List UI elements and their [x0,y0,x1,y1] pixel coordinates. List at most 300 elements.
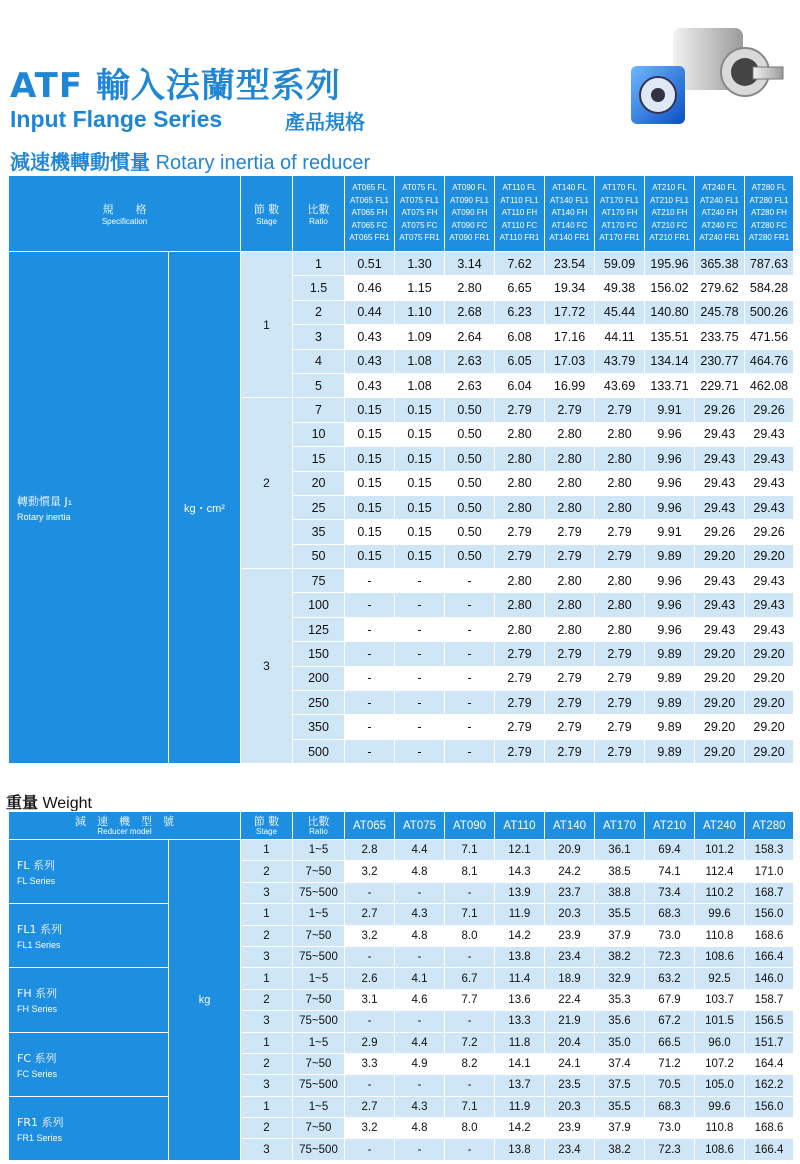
stage-cell: 1 [241,1096,293,1117]
model-name: AT090 FL [452,183,487,193]
series-label-en: FH Series [17,1004,58,1015]
value-cell: 29.20 [745,739,794,763]
value-cell: 19.34 [545,276,595,300]
series-label [9,904,169,968]
value-cell: 110.8 [695,1118,745,1139]
value-cell: 9.91 [645,398,695,422]
value-cell: 29.20 [745,666,794,690]
value-cell: 59.09 [595,252,645,276]
value-cell: 2.80 [595,422,645,446]
model-header [695,176,745,252]
value-cell: 23.4 [545,1139,595,1160]
model-name: AT170 FH [601,208,638,218]
value-cell: 72.3 [645,946,695,967]
value-cell: 16.99 [545,373,595,397]
value-cell: - [445,569,495,593]
ratio-cell: 7~50 [293,925,345,946]
value-cell: 37.5 [595,1075,645,1096]
value-cell: 29.43 [695,593,745,617]
value-cell: 92.5 [695,968,745,989]
value-cell: 2.80 [445,276,495,300]
value-cell: 29.20 [695,691,745,715]
unit-label: kg・cm² [169,252,241,764]
model-name: AT110 FH [501,208,538,218]
model-name: AT140 FL1 [550,195,589,205]
value-cell: 2.80 [595,617,645,641]
value-cell: - [445,1075,495,1096]
ratio-header-en: Ratio [309,826,328,836]
value-cell: 2.80 [495,471,545,495]
value-cell: 35.5 [595,904,645,925]
value-cell: 162.2 [745,1075,794,1096]
value-cell: 9.96 [645,422,695,446]
ratio-cell: 1~5 [293,904,345,925]
value-cell: 11.4 [495,968,545,989]
model-name: AT090 FR1 [449,233,490,243]
value-cell: - [445,1011,495,1032]
value-cell: 2.79 [495,544,545,568]
model-name: AT110 FR1 [499,233,540,243]
value-cell: 8.2 [445,1053,495,1074]
table-row [9,904,794,925]
value-cell: 29.26 [695,398,745,422]
ratio-cell: 15 [293,447,345,471]
value-cell: 2.64 [445,325,495,349]
value-cell: 13.7 [495,1075,545,1096]
value-cell: 14.3 [495,861,545,882]
ratio-cell: 3 [293,325,345,349]
value-cell: 68.3 [645,1096,695,1117]
model-name: AT240 FH [701,208,738,218]
value-cell: 0.15 [345,520,395,544]
value-cell: 8.0 [445,1118,495,1139]
value-cell: 68.3 [645,904,695,925]
value-cell: 0.51 [345,252,395,276]
value-cell: 2.79 [495,642,545,666]
value-cell: 2.79 [495,691,545,715]
value-cell: - [445,1139,495,1160]
model-name: AT075 FH [401,208,438,218]
model-name: AT280 FC [751,220,787,230]
value-cell: 2.80 [545,593,595,617]
value-cell: 2.80 [495,495,545,519]
inertia-label-zh: 轉動慣量 J₁ [17,495,73,509]
value-cell: 29.43 [745,422,794,446]
model-column-header: AT170 [595,812,645,840]
ratio-cell: 2 [293,300,345,324]
value-cell: 140.80 [645,300,695,324]
value-cell: 0.44 [345,300,395,324]
value-cell: 29.43 [745,495,794,519]
value-cell: 156.0 [745,904,794,925]
value-cell: - [395,1011,445,1032]
value-cell: - [445,946,495,967]
value-cell: 2.80 [595,569,645,593]
value-cell: 73.4 [645,882,695,903]
stage-header-en: Stage [256,826,277,836]
model-name: AT140 FR1 [549,233,590,243]
value-cell: 2.80 [495,422,545,446]
value-cell: 158.7 [745,989,794,1010]
value-cell: 2.79 [545,691,595,715]
value-cell: 4.3 [395,1096,445,1117]
value-cell: 3.2 [345,925,395,946]
value-cell: 2.79 [545,642,595,666]
series-label-en: FC Series [17,1068,58,1079]
value-cell: 96.0 [695,1032,745,1053]
weight-section-title: 重量 Weight [6,793,92,812]
value-cell: 166.4 [745,1139,794,1160]
value-cell: 4.8 [395,1118,445,1139]
value-cell: 20.3 [545,904,595,925]
model-name: AT065 FL1 [350,195,389,205]
value-cell: - [345,1011,395,1032]
value-cell: 32.9 [595,968,645,989]
stage-cell: 3 [241,882,293,903]
value-cell: 23.7 [545,882,595,903]
value-cell: 35.6 [595,1011,645,1032]
value-cell: 2.79 [545,544,595,568]
value-cell: 110.8 [695,925,745,946]
value-cell: 107.2 [695,1053,745,1074]
value-cell: 9.89 [645,642,695,666]
value-cell: 0.50 [445,398,495,422]
page-subtitle-zh: 產品規格 [285,110,365,134]
series-label-zh: FR1 系列 [17,1115,64,1129]
model-column-header: AT280 [745,812,794,840]
value-cell: 7.2 [445,1032,495,1053]
value-cell: 0.46 [345,276,395,300]
ratio-header-zh: 比數 [307,203,330,216]
ratio-cell: 1~5 [293,840,345,861]
value-cell: 14.2 [495,925,545,946]
ratio-cell: 1~5 [293,1032,345,1053]
value-cell: 24.1 [545,1053,595,1074]
value-cell: - [395,617,445,641]
value-cell: 23.9 [545,925,595,946]
value-cell: - [345,691,395,715]
value-cell: 500.26 [745,300,794,324]
stage-cell: 2 [241,398,293,569]
stage-cell: 1 [241,252,293,398]
stage-cell: 3 [241,1011,293,1032]
value-cell: 9.89 [645,715,695,739]
series-label [9,1096,169,1160]
ratio-cell: 75~500 [293,1139,345,1160]
value-cell: - [445,691,495,715]
value-cell: 9.96 [645,569,695,593]
value-cell: 2.80 [545,495,595,519]
ratio-cell: 75 [293,569,345,593]
value-cell: 1.30 [395,252,445,276]
series-label-en: FR1 Series [17,1132,63,1143]
value-cell: 6.05 [495,349,545,373]
value-cell: 29.43 [745,569,794,593]
value-cell: 0.15 [345,422,395,446]
model-column-header: AT210 [645,812,695,840]
value-cell: 67.9 [645,989,695,1010]
value-cell: 2.80 [545,447,595,471]
value-cell: 38.5 [595,861,645,882]
value-cell: 9.96 [645,617,695,641]
value-cell: 7.1 [445,904,495,925]
value-cell: - [345,946,395,967]
model-column-header: AT075 [395,812,445,840]
value-cell: 43.79 [595,349,645,373]
value-cell: 9.89 [645,544,695,568]
value-cell: 230.77 [695,349,745,373]
value-cell: 37.9 [595,1118,645,1139]
value-cell: 2.6 [345,968,395,989]
stage-cell: 2 [241,989,293,1010]
value-cell: 11.9 [495,1096,545,1117]
value-cell: 66.5 [645,1032,695,1053]
unit-label: kg [169,840,241,1161]
value-cell: 6.7 [445,968,495,989]
value-cell: 0.15 [345,398,395,422]
model-column-header: AT240 [695,812,745,840]
inertia-header-row [9,176,794,252]
value-cell: 464.76 [745,349,794,373]
value-cell: 29.26 [745,398,794,422]
value-cell: 71.2 [645,1053,695,1074]
value-cell: 2.80 [545,617,595,641]
value-cell: 0.15 [345,495,395,519]
value-cell: 2.80 [495,569,545,593]
model-name: AT065 FH [351,208,388,218]
model-column-header: AT140 [545,812,595,840]
value-cell: 17.03 [545,349,595,373]
model-name: AT240 FL [702,183,737,193]
value-cell: 99.6 [695,1096,745,1117]
ratio-cell: 75~500 [293,1011,345,1032]
model-name: AT210 FL [652,183,687,193]
series-label-zh: FL1 系列 [17,923,62,937]
value-cell: 21.9 [545,1011,595,1032]
spec-header-en: Specification [101,217,148,226]
value-cell: 29.43 [695,447,745,471]
table-row [9,840,794,861]
value-cell: - [445,739,495,763]
model-name: AT280 FH [751,208,787,218]
ratio-cell: 7~50 [293,989,345,1010]
value-cell: 14.2 [495,1118,545,1139]
model-name: AT075 FC [401,220,438,230]
series-label [9,840,169,904]
value-cell: 1.08 [395,349,445,373]
value-cell: 151.7 [745,1032,794,1053]
stage-header-en: Stage [256,217,277,226]
value-cell: 2.63 [445,349,495,373]
ratio-header-zh: 比數 [307,814,330,828]
value-cell: - [345,882,395,903]
value-cell: 462.08 [745,373,794,397]
ratio-cell: 350 [293,715,345,739]
value-cell: 35.0 [595,1032,645,1053]
value-cell: 103.7 [695,989,745,1010]
value-cell: 63.2 [645,968,695,989]
value-cell: 7.62 [495,252,545,276]
value-cell: 2.79 [595,398,645,422]
value-cell: 2.80 [545,471,595,495]
value-cell: 4.3 [395,904,445,925]
ratio-cell: 50 [293,544,345,568]
value-cell: 35.3 [595,989,645,1010]
value-cell: - [395,691,445,715]
value-cell: 6.04 [495,373,545,397]
model-header [345,176,395,252]
model-header [645,176,695,252]
model-header [545,176,595,252]
value-cell: 67.2 [645,1011,695,1032]
value-cell: 3.1 [345,989,395,1010]
ratio-cell: 200 [293,666,345,690]
value-cell: 146.0 [745,968,794,989]
value-cell: 2.79 [595,739,645,763]
stage-header [241,812,293,840]
value-cell: 35.5 [595,1096,645,1117]
value-cell: 2.79 [545,666,595,690]
value-cell: 11.8 [495,1032,545,1053]
value-cell: 22.4 [545,989,595,1010]
value-cell: 29.43 [695,422,745,446]
spec-header [9,176,241,252]
stage-cell: 1 [241,904,293,925]
ratio-cell: 7~50 [293,861,345,882]
ratio-cell: 75~500 [293,946,345,967]
value-cell: 49.38 [595,276,645,300]
model-name: AT140 FH [551,208,588,218]
value-cell: 168.7 [745,882,794,903]
value-cell: 2.79 [595,715,645,739]
value-cell: 3.3 [345,1053,395,1074]
value-cell: - [345,715,395,739]
value-cell: 2.9 [345,1032,395,1053]
value-cell: - [395,593,445,617]
value-cell: - [345,569,395,593]
series-label [9,1032,169,1096]
value-cell: - [345,739,395,763]
value-cell: 0.15 [395,422,445,446]
value-cell: 38.2 [595,1139,645,1160]
value-cell: 45.44 [595,300,645,324]
value-cell: 9.96 [645,447,695,471]
value-cell: - [445,882,495,903]
value-cell: 2.68 [445,300,495,324]
stage-header-zh: 節 數 [253,203,280,216]
value-cell: 38.8 [595,882,645,903]
value-cell: 3.14 [445,252,495,276]
model-name: AT280 FR1 [748,233,790,243]
series-label-zh: FL 系列 [17,859,55,873]
value-cell: 0.15 [395,447,445,471]
value-cell: 72.3 [645,1139,695,1160]
value-cell: 23.5 [545,1075,595,1096]
stage-header [241,176,293,252]
value-cell: 279.62 [695,276,745,300]
value-cell: 0.15 [395,471,445,495]
ratio-cell: 500 [293,739,345,763]
model-header-zh: 減 速 機 型 號 [75,814,174,828]
value-cell: 70.5 [645,1075,695,1096]
value-cell: 8.0 [445,925,495,946]
model-name: AT110 FC [501,220,538,230]
value-cell: 20.9 [545,840,595,861]
model-name: AT210 FR1 [649,233,690,243]
stage-cell: 1 [241,840,293,861]
model-name: AT210 FC [651,220,688,230]
ratio-cell: 250 [293,691,345,715]
model-name: AT170 FR1 [599,233,640,243]
table-row [9,1096,794,1117]
value-cell: 1.15 [395,276,445,300]
ratio-header-en: Ratio [309,217,328,226]
value-cell: 29.43 [695,617,745,641]
value-cell: 29.43 [745,471,794,495]
value-cell: - [345,617,395,641]
value-cell: 110.2 [695,882,745,903]
value-cell: 36.1 [595,840,645,861]
table-row [9,968,794,989]
value-cell: - [395,569,445,593]
ratio-cell: 1~5 [293,1096,345,1117]
inertia-table [8,175,794,764]
value-cell: 108.6 [695,1139,745,1160]
value-cell: 12.1 [495,840,545,861]
value-cell: 2.80 [595,593,645,617]
value-cell: - [395,642,445,666]
value-cell: 133.71 [645,373,695,397]
value-cell: 0.50 [445,447,495,471]
value-cell: 13.3 [495,1011,545,1032]
value-cell: 0.50 [445,471,495,495]
value-cell: 2.79 [545,715,595,739]
value-cell: 2.79 [495,666,545,690]
value-cell: - [445,617,495,641]
value-cell: 2.79 [545,398,595,422]
value-cell: 29.43 [745,447,794,471]
value-cell: 20.4 [545,1032,595,1053]
ratio-cell: 7 [293,398,345,422]
ratio-cell: 35 [293,520,345,544]
weight-table [8,811,794,1161]
value-cell: 584.28 [745,276,794,300]
value-cell: 8.1 [445,861,495,882]
value-cell: 0.50 [445,495,495,519]
ratio-cell: 75~500 [293,882,345,903]
value-cell: 99.6 [695,904,745,925]
model-name: AT075 FL1 [400,195,439,205]
value-cell: 29.43 [695,471,745,495]
value-cell: 29.20 [695,642,745,666]
ratio-cell: 75~500 [293,1075,345,1096]
value-cell: 4.4 [395,1032,445,1053]
stage-cell: 1 [241,968,293,989]
stage-cell: 3 [241,1139,293,1160]
model-name: AT210 FH [651,208,688,218]
inertia-label [9,252,169,764]
ratio-cell: 25 [293,495,345,519]
value-cell: 2.79 [495,398,545,422]
value-cell: 229.71 [695,373,745,397]
value-cell: 2.79 [595,691,645,715]
value-cell: 73.0 [645,925,695,946]
stage-cell: 2 [241,1053,293,1074]
value-cell: 2.80 [595,447,645,471]
value-cell: 101.5 [695,1011,745,1032]
value-cell: - [345,1075,395,1096]
value-cell: - [395,666,445,690]
